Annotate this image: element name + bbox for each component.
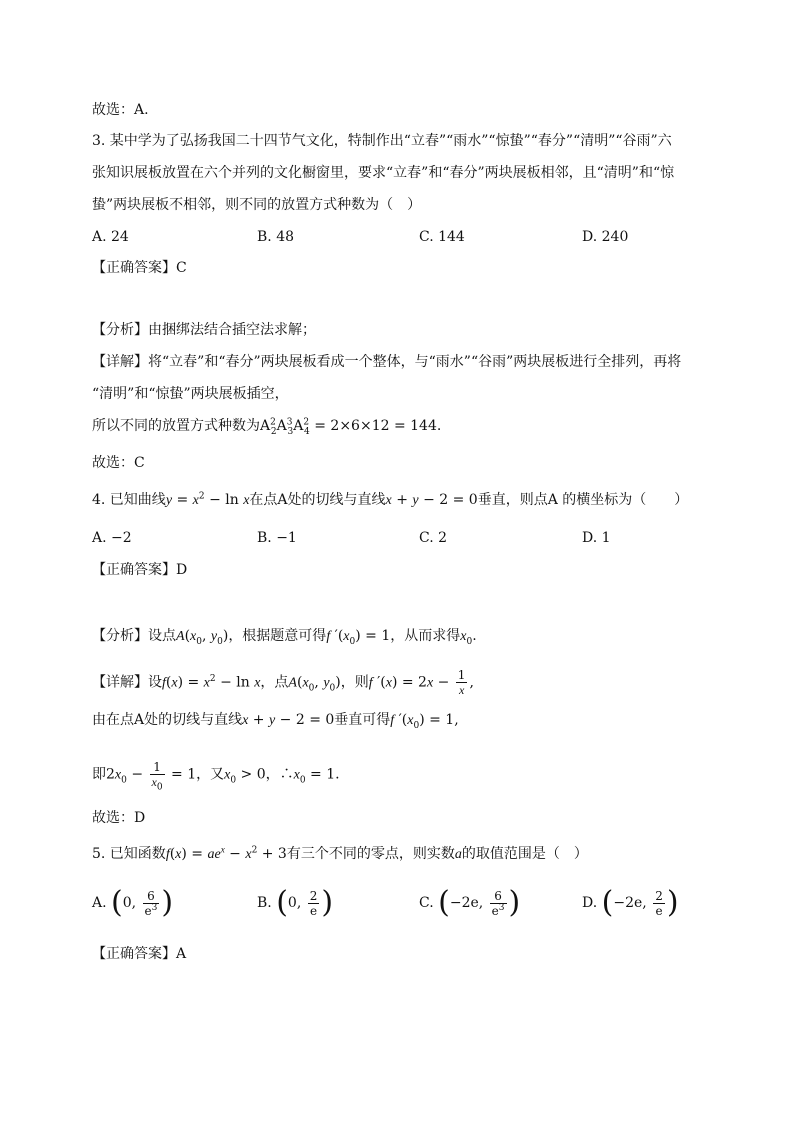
q3-selection: 故选：C: [92, 455, 145, 471]
q3-option-c: C. 144: [419, 229, 465, 245]
q4-option-a: A. −2: [92, 530, 132, 546]
q5-option-a: A. (0, $\frac{6}{e^3}$ ): [92, 885, 174, 920]
q3-stem-line1: 3. 某中学为了弘扬我国二十四节气文化，特制作出“立春”“雨水”“惊蛰”“春分”“清明”“谷雨”六: [92, 133, 672, 149]
q3-detail-line1: 【详解】将“立春”和“春分”两块展板看成一个整体，与“雨水”“谷雨”两块展板进行全排列，再将: [92, 354, 682, 370]
q4-option-d: D. 1: [582, 530, 611, 546]
q5-option-d: D. (−2e, $\frac{2}{e}$ ): [582, 885, 679, 920]
q5-option-b: B. (0, $\frac{2}{e}$ ): [257, 885, 334, 920]
q2-selection: 故选：A.: [92, 102, 149, 118]
curve-equation: y: [165, 493, 173, 508]
q4-option-b: B. −1: [257, 530, 297, 546]
q3-option-d: D. 240: [582, 229, 629, 245]
q4-detail-line3: 即$2x_0$ − $\frac{1}{x_0}$ = 1，又$x_0 > 0$，$\therefore x_0 = 1$.: [92, 760, 340, 793]
q3-option-a: A. 24: [92, 229, 129, 245]
q4-stem: 4. 已知曲线$y = x^2 - \ln x$在点A处的切线与直线x + y − 2 = 0垂直，则点A 的横坐标为（ ）: [92, 491, 689, 508]
q4-selection: 故选：D: [92, 810, 146, 826]
q3-stem-line2: 张知识展板放置在六个并列的文化橱窗里，要求“立春”和“春分”两块展板相邻，且“清明”和“惊: [92, 165, 675, 181]
q4-option-c: C. 2: [419, 530, 448, 546]
permutation-formula: $A^2_2A^3_3A^2_4$: [260, 417, 310, 437]
q5-option-c: C. (−2e, $\frac{6}{e^3}$ ): [419, 885, 521, 920]
q5-stem: 5. 已知函数$f(x) = ae^x - x^2 + 3$有三个不同的零点，则实数a的取值范围是（ ）: [92, 844, 588, 862]
q4-detail-line2: 由在点A处的切线与直线x + y − 2 = 0垂直可得f $'(x_0) = 1$,: [92, 712, 459, 731]
q4-detail-line1: 【详解】设$f(x) = x^2 - \ln x$，点$A(x_0$, $y_0$)，则f ′(x) = 2x − $\frac{1}{x}$ ,: [92, 668, 474, 697]
q4-answer: 【正确答案】D: [92, 562, 188, 578]
q3-answer: 【正确答案】C: [92, 260, 187, 276]
q3-stem-line3: 蛰”两块展板不相邻，则不同的放置方式种数为（ ）: [92, 197, 422, 213]
q3-detail-line2: “清明”和“惊蛰”两块展板插空，: [92, 386, 289, 402]
q3-option-b: B. 48: [257, 229, 295, 245]
q3-analysis: 【分析】由捆绑法结合插空法求解；: [92, 322, 316, 338]
q4-analysis: 【分析】设点$A(x_0$, $y_0$)，根据题意可得f $'(x_0) = 1$，从而求得$x_0$.: [92, 628, 477, 647]
q3-detail-line3: 所以不同的放置方式种数为$A^2_2A^3_3A^2_4 = 2\times 6\times 12 = 144$.: [92, 417, 442, 437]
q5-answer: 【正确答案】A: [92, 946, 187, 962]
